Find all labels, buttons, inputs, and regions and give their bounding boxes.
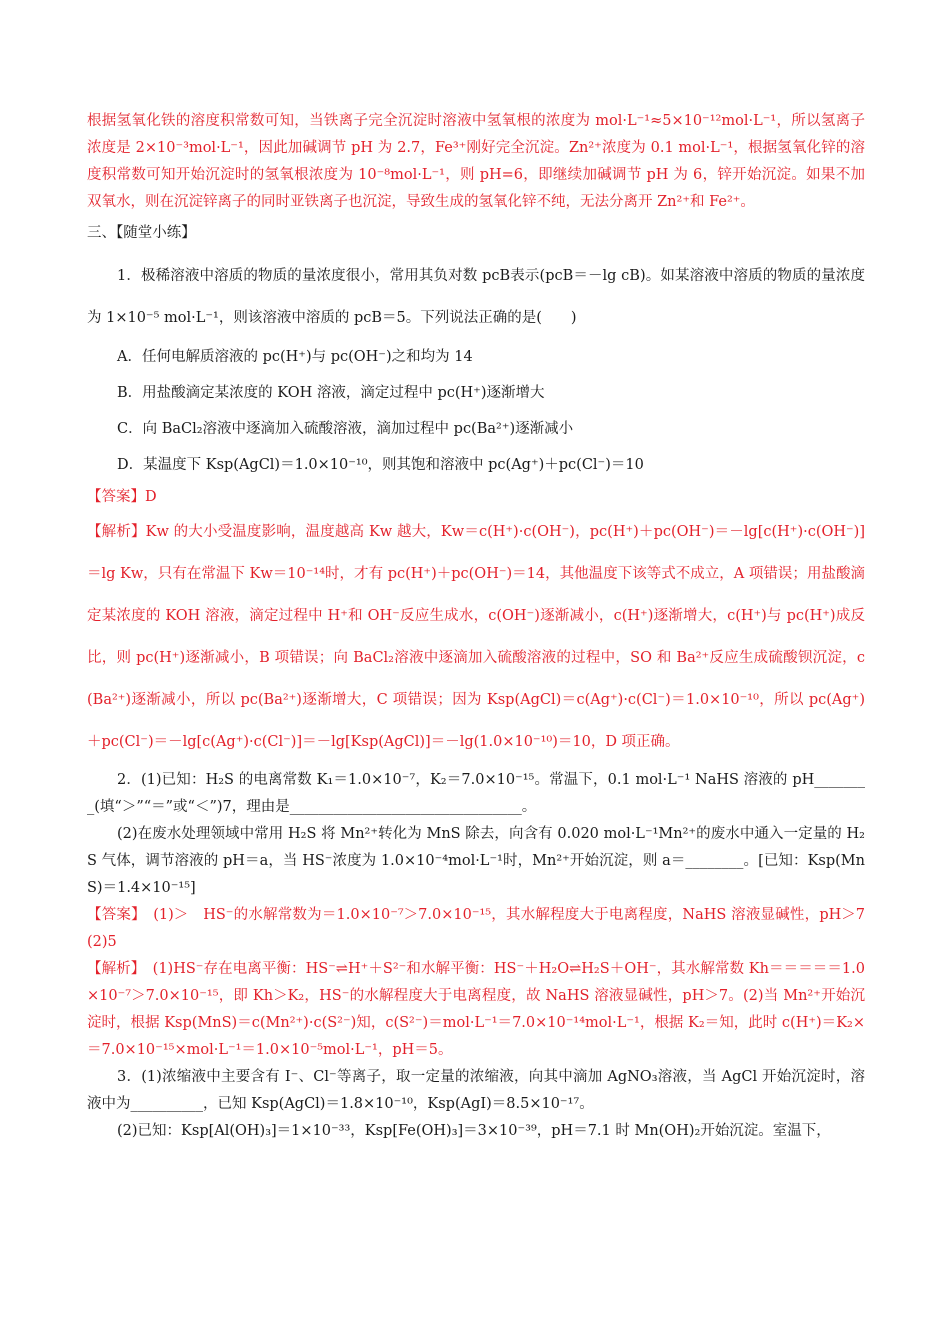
question-2-analysis: 【解析】 (1)HS⁻存在电离平衡：HS⁻⇌H⁺＋S²⁻和水解平衡：HS⁻＋H₂O⇌H₂S＋OH⁻，其水解常数 Kh＝＝＝＝＝1.0×10⁻⁷＞7.0×10⁻¹⁵，即 Kh＞K₂，HS⁻的水解程度大于电离程度，故 NaHS 溶液显碱性，pH＞7。(2)当 Mn²⁺开始沉淀时，根据 Ksp(MnS)＝c(Mn²⁺)·c(S²⁻)知，c(S²⁻)＝mol·L⁻¹＝7.0×10⁻¹⁴mol·L⁻¹，根据 K₂＝知，此时 c(H⁺)＝K₂×＝7.0×10⁻¹⁵×mol·L⁻¹＝1.0×10⁻⁵mol·L⁻¹，pH＝5。 (87, 961, 865, 1058)
question-2-part-1: 2．(1)已知：H₂S 的电离常数 K₁＝1.0×10⁻⁷，K₂＝7.0×10⁻¹⁵。常温下，0.1 mol·L⁻¹ NaHS 溶液的 pH________(填“＞”“＝”或“＜”)7，理由是________________________________。 (87, 772, 865, 815)
question-1-option-a: A．任何电解质溶液的 pc(H⁺)与 pc(OH⁻)之和均为 14 (117, 349, 473, 365)
intro-paragraph: 根据氢氧化铁的溶度积常数可知，当铁离子完全沉淀时溶液中氢氧根的浓度为 mol·L⁻¹≈5×10⁻¹²mol·L⁻¹，所以氢离子浓度是 2×10⁻³mol·L⁻¹，因此加碱调节 pH 为 2.7，Fe³⁺刚好完全沉淀。Zn²⁺浓度为 0.1 mol·L⁻¹，根据氢氧化锌的溶度积常数可知开始沉淀时的氢氧根浓度为 10⁻⁸mol·L⁻¹，则 pH=6，即继续加碱调节 pH 为 6，锌开始沉淀。如果不加双氧水，则在沉淀锌离子的同时亚铁离子也沉淀，导致生成的氢氧化锌不纯，无法分离开 Zn²⁺和 Fe²⁺。 (87, 113, 865, 210)
question-2 (87, 767, 880, 1064)
question-1-stem: 1．极稀溶液中溶质的物质的量浓度很小，常用其负对数 pcB表示(pcB＝－lg cB)。如某溶液中溶质的物质的量浓度为 1×10⁻⁵ mol·L⁻¹，则该溶液中溶质的 pcB＝5。下列说法正确的是( ) (87, 268, 865, 326)
question-2-part-2: (2)在废水处理领域中常用 H₂S 将 Mn²⁺转化为 MnS 除去，向含有 0.020 mol·L⁻¹Mn²⁺的废水中通入一定量的 H₂S 气体，调节溶液的 pH＝a，当 HS⁻浓度为 1.0×10⁻⁴mol·L⁻¹时，Mn²⁺开始沉淀，则 a＝________。[已知：Ksp(MnS)＝1.4×10⁻¹⁵] (87, 826, 865, 896)
question-1-option-c: C．向 BaCl₂溶液中逐滴加入硫酸溶液，滴加过程中 pc(Ba²⁺)逐渐减小 (117, 421, 574, 437)
question-3 (87, 1064, 865, 1145)
section-title: 三、【随堂小练】 (87, 225, 196, 241)
document-page (87, 108, 880, 1145)
question-1-analysis: 【解析】Kw 的大小受温度影响，温度越高 Kw 越大，Kw＝c(H⁺)·c(OH⁻)，pc(H⁺)＋pc(OH⁻)＝－lg[c(H⁺)·c(OH⁻)]＝lg Kw，只有在常温下 Kw＝10⁻¹⁴时，才有 pc(H⁺)＋pc(OH⁻)＝14，其他温度下该等式不成立，A 项错误；用盐酸滴定某浓度的 KOH 溶液，滴定过程中 H⁺和 OH⁻反应生成水，c(OH⁻)逐渐减小，c(H⁺)逐渐增大，c(H⁺)与 pc(H⁺)成反比，则 pc(H⁺)逐渐减小，B 项错误；向 BaCl₂溶液中逐滴加入硫酸溶液的过程中，SO 和 Ba²⁺反应生成硫酸钡沉淀，c(Ba²⁺)逐渐减小，所以 pc(Ba²⁺)逐渐增大，C 项错误；因为 Ksp(AgCl)＝c(Ag⁺)·c(Cl⁻)＝1.0×10⁻¹⁰，所以 pc(Ag⁺)＋pc(Cl⁻)＝－lg[c(Ag⁺)·c(Cl⁻)]＝－lg[Ksp(AgCl)]＝－lg(1.0×10⁻¹⁰)＝10，D 项正确。 (87, 524, 865, 750)
question-1 (87, 255, 865, 763)
question-3-part-1: 3．(1)浓缩液中主要含有 I⁻、Cl⁻等离子，取一定量的浓缩液，向其中滴加 AgNO₃溶液，当 AgCl 开始沉淀时，溶液中为__________，已知 Ksp(AgCl)＝1.8×10⁻¹⁰，Ksp(AgI)＝8.5×10⁻¹⁷。 (87, 1069, 865, 1112)
question-1-option-d: D．某温度下 Ksp(AgCl)＝1.0×10⁻¹⁰，则其饱和溶液中 pc(Ag⁺)＋pc(Cl⁻)＝10 (117, 457, 644, 473)
question-1-answer: 【答案】D (87, 489, 157, 505)
question-3-part-2: (2)已知：Ksp[Al(OH)₃]＝1×10⁻³³，Ksp[Fe(OH)₃]＝3×10⁻³⁹，pH＝7.1 时 Mn(OH)₂开始沉淀。室温下， (117, 1123, 831, 1139)
question-1-option-b: B．用盐酸滴定某浓度的 KOH 溶液，滴定过程中 pc(H⁺)逐渐增大 (117, 385, 545, 401)
question-2-answer: 【答案】 (1)＞ HS⁻的水解常数为＝1.0×10⁻⁷＞7.0×10⁻¹⁵，其水解程度大于电离程度，NaHS 溶液显碱性，pH＞7 (2)5 (87, 907, 880, 950)
